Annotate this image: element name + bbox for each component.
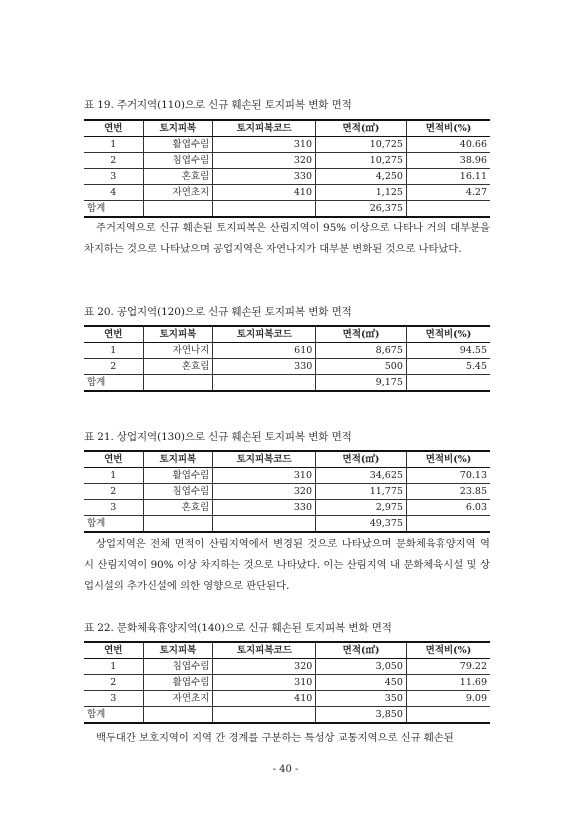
table-row — [84, 359, 490, 375]
body-paragraph: 주거지역으로 신규 훼손된 토지피복은 산림지역이 95% 이상으로 나타나 거의 대부분을 차지하는 것으로 나타났으며 공업지역은 자연나지가 대부분 변화된 것으로 나타났다. — [84, 222, 490, 255]
total-label: 합계 — [84, 201, 143, 218]
table-cell: 1 — [84, 137, 143, 153]
table-cell: 410 — [213, 185, 316, 201]
data-table — [84, 450, 490, 533]
header-cell: 토지피복코드 — [213, 120, 316, 137]
total-area: 26,375 — [316, 201, 407, 218]
total-label: 합계 — [84, 375, 143, 392]
table-row — [84, 137, 490, 153]
table-cell: 8,675 — [316, 343, 407, 359]
table-cell: 330 — [213, 500, 316, 516]
table-cell: 16.11 — [406, 169, 490, 185]
table-row — [84, 659, 490, 675]
table-cell — [213, 375, 316, 392]
table-cell: 침엽수림 — [143, 153, 213, 169]
header-cell: 면적비(%) — [406, 120, 490, 137]
table-cell — [213, 516, 316, 533]
header-cell: 연번 — [84, 451, 143, 468]
table-row — [84, 691, 490, 707]
table-cell: 4 — [84, 185, 143, 201]
header-cell: 연번 — [84, 120, 143, 137]
table-cell: 3 — [84, 500, 143, 516]
table-header-row — [84, 642, 490, 659]
table-cell: 10,725 — [316, 137, 407, 153]
table-caption: 표 19. 주거지역(110)으로 신규 훼손된 토지피복 변화 면적 — [84, 99, 352, 111]
header-cell: 연번 — [84, 642, 143, 659]
table-cell: 38.96 — [406, 153, 490, 169]
table-cell: 410 — [213, 691, 316, 707]
total-label: 합계 — [84, 516, 143, 533]
table-cell: 4.27 — [406, 185, 490, 201]
header-cell: 면적(㎡) — [316, 120, 407, 137]
header-cell: 면적(㎡) — [316, 326, 407, 343]
header-cell: 토지피복 — [143, 120, 213, 137]
table-cell: 혼효림 — [143, 500, 213, 516]
table-cell: 310 — [213, 137, 316, 153]
table-cell: 5.45 — [406, 359, 490, 375]
total-area: 49,375 — [316, 516, 407, 533]
header-cell: 연번 — [84, 326, 143, 343]
table-cell: 310 — [213, 675, 316, 691]
table-cell: 3 — [84, 169, 143, 185]
table-row — [84, 343, 490, 359]
table-cell: 34,625 — [316, 468, 407, 484]
table-cell: 79.22 — [406, 659, 490, 675]
table-cell: 2 — [84, 484, 143, 500]
table-cell: 320 — [213, 484, 316, 500]
total-area: 3,850 — [316, 707, 407, 724]
table-cell: 94.55 — [406, 343, 490, 359]
table-cell — [143, 516, 213, 533]
table-cell — [213, 201, 316, 218]
header-cell: 토지피복코드 — [213, 642, 316, 659]
header-cell: 면적(㎡) — [316, 642, 407, 659]
table-cell: 활엽수림 — [143, 675, 213, 691]
table-cell: 450 — [316, 675, 407, 691]
table-cell: 40.66 — [406, 137, 490, 153]
table-row — [84, 484, 490, 500]
table-cell: 3 — [84, 691, 143, 707]
table-total-row — [84, 201, 490, 218]
table-cell: 2 — [84, 153, 143, 169]
header-cell: 면적비(%) — [406, 326, 490, 343]
total-area: 9,175 — [316, 375, 407, 392]
table-cell: 320 — [213, 153, 316, 169]
table-cell: 2,975 — [316, 500, 407, 516]
data-table — [84, 641, 490, 724]
table-cell: 혼효림 — [143, 169, 213, 185]
table-caption: 표 20. 공업지역(120)으로 신규 훼손된 토지피복 변화 면적 — [84, 306, 352, 318]
total-label: 합계 — [84, 707, 143, 724]
table-cell: 610 — [213, 343, 316, 359]
table-cell: 70.13 — [406, 468, 490, 484]
table-cell — [143, 707, 213, 724]
table-cell — [406, 516, 490, 533]
table-total-row — [84, 707, 490, 724]
table-cell: 활엽수림 — [143, 468, 213, 484]
table-cell: 350 — [316, 691, 407, 707]
table-cell: 1 — [84, 343, 143, 359]
table-cell: 자연초지 — [143, 691, 213, 707]
body-paragraph: 백두대간 보호지역이 지역 간 경계를 구분하는 특성상 교통지역으로 신규 훼손된 — [96, 732, 454, 744]
table-cell — [406, 375, 490, 392]
table-cell: 4,250 — [316, 169, 407, 185]
table-cell: 혼효림 — [143, 359, 213, 375]
table-cell — [143, 375, 213, 392]
table-cell: 9.09 — [406, 691, 490, 707]
table-cell: 320 — [213, 659, 316, 675]
header-cell: 토지피복코드 — [213, 326, 316, 343]
table-cell: 1 — [84, 659, 143, 675]
header-cell: 면적비(%) — [406, 642, 490, 659]
table-cell: 1 — [84, 468, 143, 484]
table-header-row — [84, 326, 490, 343]
table-row — [84, 468, 490, 484]
table-cell: 침엽수림 — [143, 659, 213, 675]
table-cell: 2 — [84, 359, 143, 375]
table-cell: 침엽수림 — [143, 484, 213, 500]
table-row — [84, 500, 490, 516]
data-table — [84, 119, 490, 218]
table-row — [84, 169, 490, 185]
table-total-row — [84, 375, 490, 392]
table-total-row — [84, 516, 490, 533]
table-header-row — [84, 120, 490, 137]
table-row — [84, 675, 490, 691]
table-cell: 자연나지 — [143, 343, 213, 359]
table-cell — [213, 707, 316, 724]
header-cell: 토지피복코드 — [213, 451, 316, 468]
table-cell: 10,275 — [316, 153, 407, 169]
table-cell: 310 — [213, 468, 316, 484]
table-cell: 2 — [84, 675, 143, 691]
table-cell: 3,050 — [316, 659, 407, 675]
table-cell: 1,125 — [316, 185, 407, 201]
body-paragraph: 상업지역은 전체 면적이 산림지역에서 변경된 것으로 나타났으며 문화체육휴양지역 역시 산림지역이 90% 이상 차지하는 것으로 나타났다. 이는 산림지역 내 문화체육시설 및 상업시설의 추가신설에 의한 영향으로 판단된다. — [84, 538, 490, 592]
table-cell: 23.85 — [406, 484, 490, 500]
table-caption: 표 22. 문화체육휴양지역(140)으로 신규 훼손된 토지피복 변화 면적 — [84, 622, 392, 634]
table-cell — [406, 707, 490, 724]
table-cell — [143, 201, 213, 218]
table-row — [84, 153, 490, 169]
table-caption: 표 21. 상업지역(130)으로 신규 훼손된 토지피복 변화 면적 — [84, 431, 352, 443]
header-cell: 토지피복 — [143, 451, 213, 468]
header-cell: 면적(㎡) — [316, 451, 407, 468]
header-cell: 면적비(%) — [406, 451, 490, 468]
table-cell — [406, 201, 490, 218]
table-cell: 6.03 — [406, 500, 490, 516]
table-cell: 활엽수림 — [143, 137, 213, 153]
table-cell: 500 — [316, 359, 407, 375]
table-cell: 11,775 — [316, 484, 407, 500]
page-number: - 40 - — [272, 764, 299, 775]
header-cell: 토지피복 — [143, 326, 213, 343]
table-row — [84, 185, 490, 201]
header-cell: 토지피복 — [143, 642, 213, 659]
table-cell: 330 — [213, 359, 316, 375]
table-header-row — [84, 451, 490, 468]
table-cell: 330 — [213, 169, 316, 185]
data-table — [84, 325, 490, 392]
table-cell: 11.69 — [406, 675, 490, 691]
table-cell: 자연초지 — [143, 185, 213, 201]
